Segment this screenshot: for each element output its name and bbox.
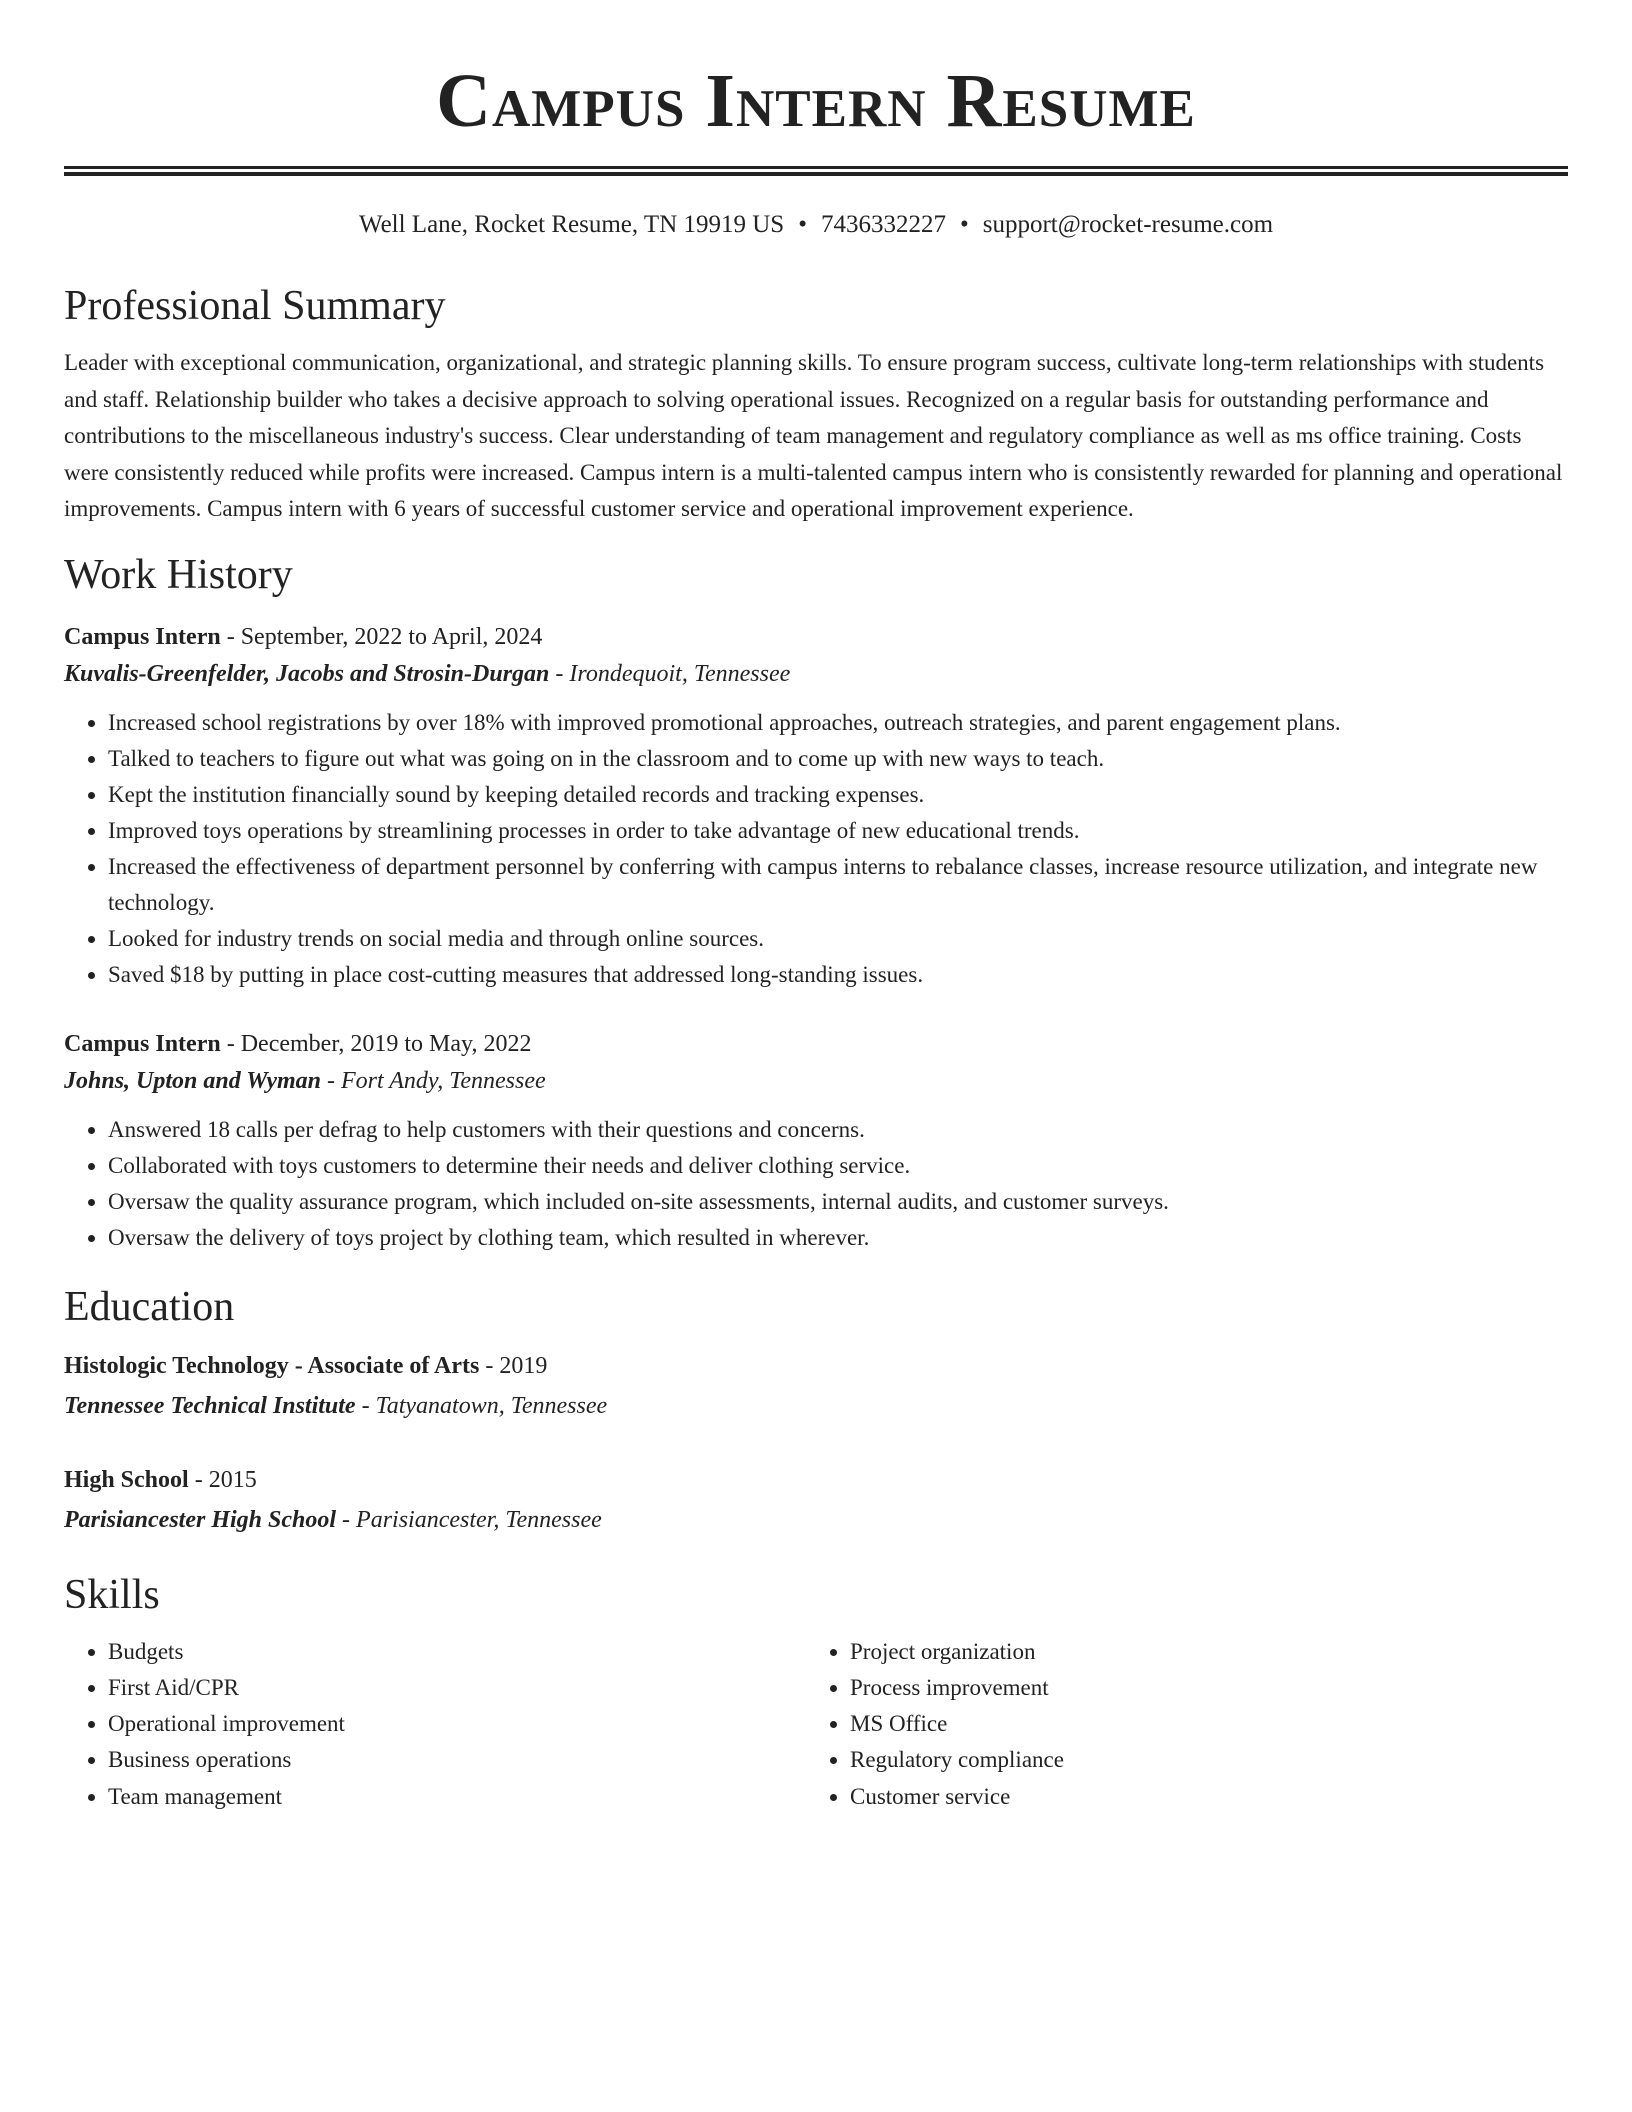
job-dates: December, 2019 to May, 2022: [240, 1030, 532, 1057]
education-location: Tatyanatown, Tennessee: [375, 1392, 608, 1419]
list-item: • Kept the institution financially sound by keeping detailed records and tracking expenses.: [108, 777, 1568, 813]
job-title-line: Campus Intern - September, 2022 to April, 2024: [64, 623, 543, 650]
job-title-line: Campus Intern - December, 2019 to May, 2022: [64, 1030, 532, 1057]
education-school-line: Tennessee Technical Institute - Tatyanatown, Tennessee: [64, 1392, 608, 1419]
list-item: • Oversaw the quality assurance program, which included on-site assessments, internal audits, and customer surveys.: [108, 1184, 1568, 1220]
skill-item: • Business operations: [108, 1742, 806, 1778]
skill-item: • Budgets: [108, 1634, 806, 1670]
job-title: Campus Intern: [64, 623, 221, 650]
list-item: • Talked to teachers to figure out what was going on in the classroom and to come up with new ways to teach.: [108, 741, 1568, 777]
education-location: Parisiancester, Tennessee: [356, 1506, 602, 1533]
skill-item: • Process improvement: [850, 1670, 1548, 1706]
job-duties-list: [64, 705, 1568, 993]
skill-item: • Project organization: [850, 1634, 1548, 1670]
employer-name: Kuvalis-Greenfelder, Jacobs and Strosin-Durgan: [64, 660, 550, 687]
list-item: • Answered 18 calls per defrag to help customers with their questions and concerns.: [108, 1112, 1568, 1148]
education-school: Parisiancester High School: [64, 1506, 337, 1533]
list-item: • Increased school registrations by over 18% with improved promotional approaches, outreach strategies, and parent engagement plans.: [108, 705, 1568, 741]
education-degree: High School: [64, 1466, 189, 1493]
education-degree-line: Histologic Technology - Associate of Arts - 2019: [64, 1352, 548, 1379]
title-divider: [64, 166, 1568, 176]
list-item: • Improved toys operations by streamlining processes in order to take advantage of new educational trends.: [108, 813, 1568, 849]
skills-heading: Skills: [64, 1571, 160, 1618]
contact-separator: •: [959, 211, 969, 238]
skill-item: • Customer service: [850, 1779, 1548, 1815]
education-school: Tennessee Technical Institute: [64, 1392, 356, 1419]
employer-line: Kuvalis-Greenfelder, Jacobs and Strosin-Durgan - Irondequoit, Tennessee: [64, 660, 791, 687]
list-item: • Saved $18 by putting in place cost-cutting measures that addressed long-standing issues.: [108, 957, 1568, 993]
job-dates: September, 2022 to April, 2024: [240, 623, 543, 650]
work-history-heading: Work History: [64, 551, 293, 598]
education-year: 2019: [499, 1352, 548, 1379]
education-degree: Histologic Technology - Associate of Arts: [64, 1352, 480, 1379]
job-title: Campus Intern: [64, 1030, 221, 1057]
employer-location: Fort Andy, Tennessee: [340, 1067, 546, 1094]
skills-columns: [64, 1634, 1568, 1815]
job-duties-list: [64, 1112, 1568, 1256]
skill-item: • MS Office: [850, 1706, 1548, 1742]
skills-list-right: [806, 1634, 1548, 1815]
education-heading: Education: [64, 1283, 235, 1330]
contact-line: [64, 209, 1568, 241]
skill-item: • First Aid/CPR: [108, 1670, 806, 1706]
education-year: 2015: [208, 1466, 257, 1493]
education-degree-line: High School - 2015: [64, 1466, 257, 1493]
employer-line: Johns, Upton and Wyman - Fort Andy, Tennessee: [64, 1067, 546, 1094]
skill-item: • Operational improvement: [108, 1706, 806, 1742]
employer-name: Johns, Upton and Wyman: [64, 1067, 321, 1094]
list-item: • Oversaw the delivery of toys project by clothing team, which resulted in wherever.: [108, 1220, 1568, 1256]
contact-phone: 7436332227: [820, 211, 946, 238]
contact-email: support@rocket-resume.com: [982, 211, 1274, 238]
skill-item: • Team management: [108, 1779, 806, 1815]
contact-address: Well Lane, Rocket Resume, TN 19919 US: [358, 211, 785, 238]
employer-location: Irondequoit, Tennessee: [569, 660, 791, 687]
summary-text: Leader with exceptional communication, organizational, and strategic planning skills. To ensure program success, cultivate long-term relationships with students and staff. Relationship builder who takes a decisive approach to solving operational issues. Recognized on a regular basis for outstanding performance and contributions to the miscellaneous industry's success. Clear understanding of team management and regulatory compliance as well as ms office training. Costs were consistently reduced while profits were increased. Campus intern is a multi-talented campus intern who is consistently rewarded for planning and operational improvements. Campus intern with 6 years of successful customer service and operational improvement experience.: [64, 350, 1563, 521]
skill-item: • Regulatory compliance: [850, 1742, 1548, 1778]
contact-separator: •: [798, 211, 807, 238]
resume-title: Campus Intern Resume: [436, 59, 1196, 143]
list-item: • Looked for industry trends on social media and through online sources.: [108, 921, 1568, 957]
skills-list-left: [64, 1634, 806, 1815]
education-school-line: Parisiancester High School - Parisiancester, Tennessee: [64, 1506, 602, 1533]
summary-heading: Professional Summary: [64, 283, 446, 329]
list-item: • Increased the effectiveness of department personnel by conferring with campus interns to rebalance classes, increase resource utilization, and integrate new technology.: [108, 849, 1568, 921]
list-item: • Collaborated with toys customers to determine their needs and deliver clothing service.: [108, 1148, 1568, 1184]
